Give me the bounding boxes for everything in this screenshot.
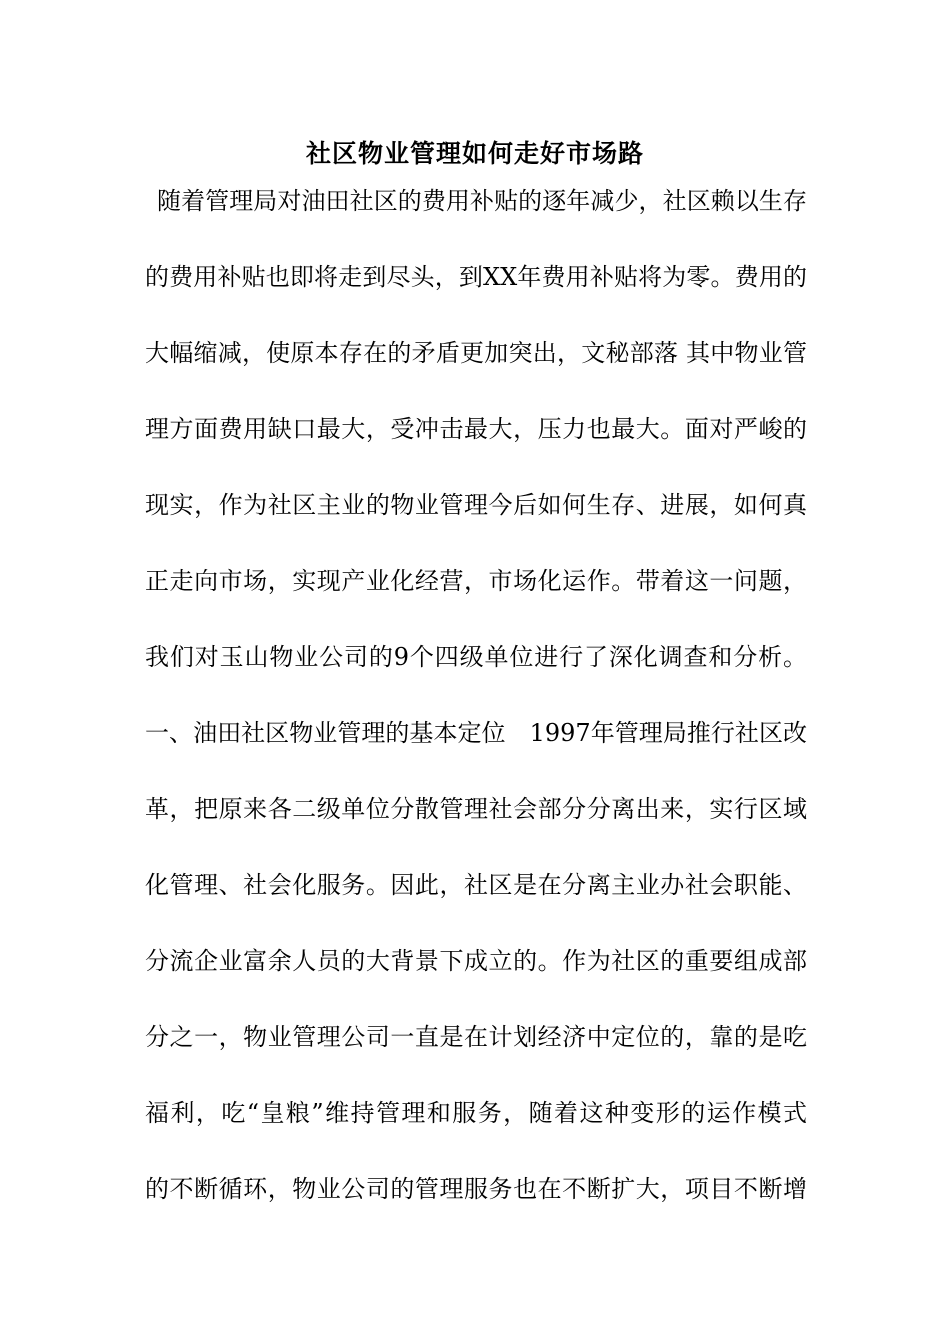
- paragraph-line: 的费用补贴也即将走到尽头，到XX年费用补贴将为零。费用的: [145, 263, 807, 291]
- document-body: [145, 181, 807, 1245]
- document-title: 社区物业管理如何走好市场路: [305, 139, 644, 168]
- paragraph-line: 分之一，物业管理公司一直是在计划经济中定位的，靠的是吃: [145, 1023, 807, 1051]
- paragraph-line: 的不断循环，物业公司的管理服务也在不断扩大，项目不断增: [145, 1175, 807, 1203]
- paragraph-line: 随着管理局对油田社区的费用补贴的逐年减少，社区赖以生存: [157, 187, 807, 215]
- paragraph-line: 正走向市场，实现产业化经营，市场化运作。带着这一问题，: [145, 567, 807, 595]
- paragraph-line: 一、油田社区物业管理的基本定位 1997年管理局推行社区改: [145, 719, 807, 747]
- paragraph-line: 化管理、社会化服务。因此，社区是在分离主业办社会职能、: [145, 871, 807, 899]
- paragraph-line: 我们对玉山物业公司的9个四级单位进行了深化调查和分析。: [145, 643, 807, 671]
- paragraph-line: 大幅缩减，使原本存在的矛盾更加突出，文秘部落 其中物业管: [145, 339, 807, 367]
- paragraph-line: 革，把原来各二级单位分散管理社会部分分离出来，实行区域: [145, 795, 807, 823]
- paragraph-line: 分流企业富余人员的大背景下成立的。作为社区的重要组成部: [145, 947, 807, 975]
- paragraph-line: 理方面费用缺口最大，受冲击最大，压力也最大。面对严峻的: [145, 415, 807, 443]
- paragraph-line: 现实，作为社区主业的物业管理今后如何生存、进展，如何真: [145, 491, 807, 519]
- paragraph-line: 福利，吃“皇粮”维持管理和服务，随着这种变形的运作模式: [145, 1099, 807, 1127]
